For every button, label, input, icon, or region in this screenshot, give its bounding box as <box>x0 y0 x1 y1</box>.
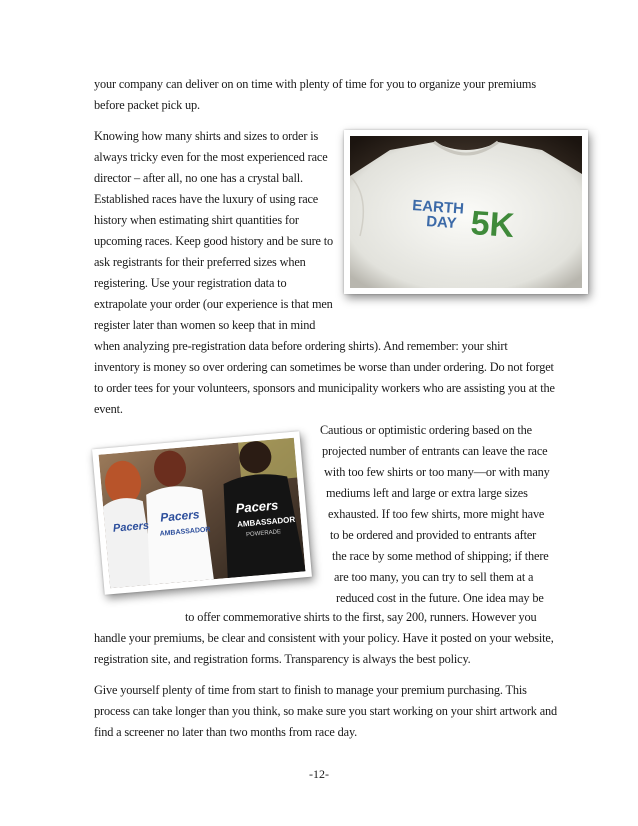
shirt-text-day: DAY <box>425 213 458 233</box>
text-line: extrapolate your order (our experience is that men <box>94 297 333 311</box>
text-line: to offer commemorative shirts to the first, say 200, runners. However you <box>185 610 537 624</box>
shirt-text-ambassador-3: AMBASSADOR <box>236 514 296 529</box>
text-line: exhausted. If too few shirts, more might have <box>328 507 545 521</box>
text-line: history when estimating shirt quantities for <box>94 213 299 227</box>
text-line: inventory is money so over ordering can sometimes be worse than under ordering. Do not forget <box>94 360 554 374</box>
text-line: event. <box>94 402 123 416</box>
text-line: Knowing how many shirts and sizes to order is <box>94 129 319 143</box>
shirt-text-powerade: POWERADE <box>245 529 282 539</box>
page-number: -12- <box>309 767 329 781</box>
text-line: when analyzing pre-registration data before ordering shirts). And remember: your shirt <box>94 339 508 353</box>
text-line: registration site, and registration forms. Transparency is always the best policy. <box>94 652 471 666</box>
text-line: ask registrants for their preferred sizes when <box>94 255 306 269</box>
text-line: the race by some method of shipping; if there <box>332 549 549 563</box>
text-line: to order tees for your volunteers, sponsors and municipality workers who are assisting you at the <box>94 381 555 395</box>
text-line: are too many, you can try to sell them at a <box>334 570 534 584</box>
text-line: your company can deliver on on time with plenty of time for you to organize your premiums <box>94 77 536 91</box>
shirt-text-earth: EARTH <box>411 197 465 218</box>
shirt-text-pacers-2: Pacers <box>159 507 201 525</box>
text-line: process can take longer than you think, so make sure you start working on your shirt artwork and <box>94 704 558 718</box>
pacers-ambassador-image <box>99 438 306 589</box>
text-line: register later than women so keep that in mind <box>94 318 316 332</box>
text-line: before packet pick up. <box>94 98 200 112</box>
text-line: find a screener no later than two months from race day. <box>94 725 358 739</box>
text-line: registering. Use your registration data to <box>94 276 287 290</box>
text-line: mediums left and large or extra large sizes <box>326 486 528 500</box>
text-line: handle your premiums, be clear and consistent with your policy. Have it posted on your website, <box>94 631 554 645</box>
text-line: Established races have the luxury of using race <box>94 192 319 206</box>
text-line: with too few shirts or too many—or with many <box>324 465 550 479</box>
shirt-text-pacers-3: Pacers <box>235 497 279 517</box>
text-line: reduced cost in the future. One idea may be <box>336 591 544 605</box>
shirt-text-pacers-1: Pacers <box>112 519 150 535</box>
text-line: Give yourself plenty of time from start to finish to manage your premium purchasing. This <box>94 683 527 697</box>
text-line: projected number of entrants can leave the race <box>322 444 548 458</box>
text-line: always tricky even for the most experienced race <box>94 150 328 164</box>
pacers-ambassador-photo <box>92 431 312 595</box>
text-line: director – after all, no one has a crystal ball. <box>94 171 303 185</box>
shirt-text-5k: 5K <box>469 204 516 246</box>
text-line: to be ordered and provided to entrants after <box>330 528 537 542</box>
text-line: Cautious or optimistic ordering based on the <box>320 423 532 437</box>
shirt-text-ambassador-2: AMBASSADOR <box>159 526 211 538</box>
earth-day-shirt-image <box>350 136 582 288</box>
earth-day-shirt-photo <box>344 130 588 294</box>
text-line: upcoming races. Keep good history and be sure to <box>94 234 334 248</box>
